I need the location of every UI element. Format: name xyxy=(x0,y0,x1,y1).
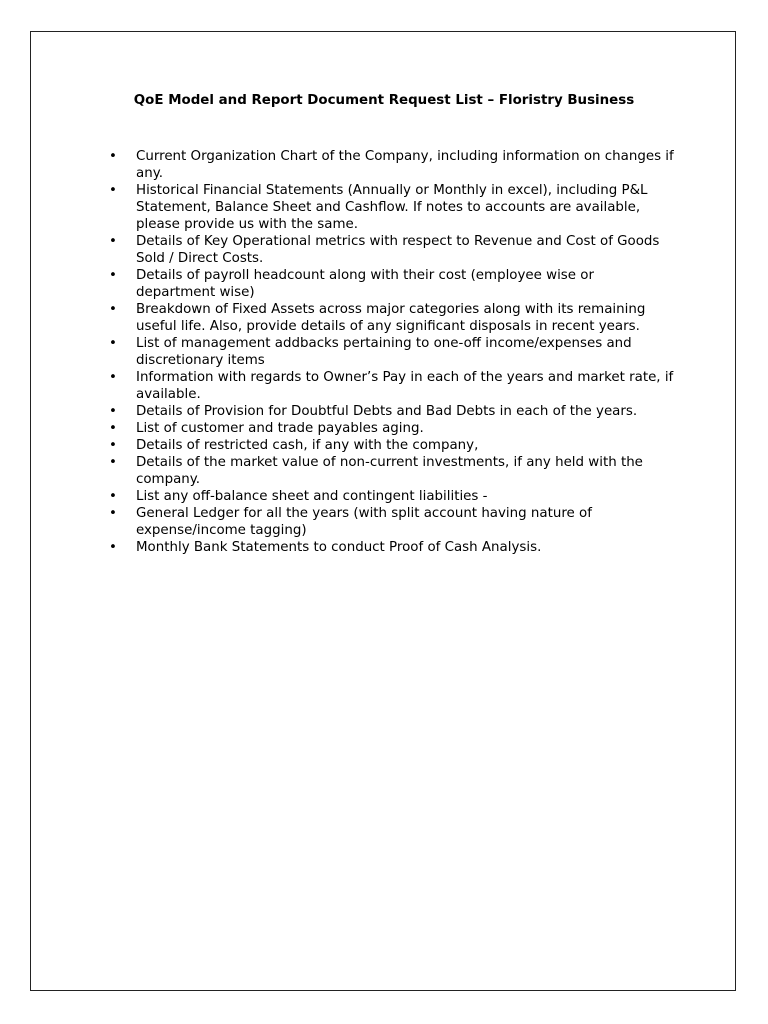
bullet-icon: • xyxy=(109,149,117,164)
bullet-icon: • xyxy=(109,506,117,521)
bullet-icon: • xyxy=(109,455,117,470)
list-item xyxy=(109,233,676,267)
list-item xyxy=(109,182,676,233)
bullet-icon: • xyxy=(109,302,117,317)
list-item-text: Details of the market value of non-current investments, if any held with the company. xyxy=(136,455,643,487)
list-item xyxy=(109,301,676,335)
list-item xyxy=(109,539,676,556)
document-page xyxy=(30,31,736,991)
bullet-icon: • xyxy=(109,438,117,453)
list-item-text: Details of Key Operational metrics with respect to Revenue and Cost of Goods Sold / Direct Costs. xyxy=(136,234,660,266)
list-item-text: Details of restricted cash, if any with the company, xyxy=(136,438,479,453)
list-item xyxy=(109,148,676,182)
bullet-icon: • xyxy=(109,370,117,385)
bullet-icon: • xyxy=(109,234,117,249)
list-item xyxy=(109,420,676,437)
bullet-icon: • xyxy=(109,404,117,419)
list-item-text: Breakdown of Fixed Assets across major categories along with its remaining useful life. Also, provide details of any significant disposals in recent years. xyxy=(136,302,646,334)
list-item xyxy=(109,267,676,301)
list-item xyxy=(109,437,676,454)
list-item-text: Details of Provision for Doubtful Debts and Bad Debts in each of the years. xyxy=(136,404,638,419)
list-item xyxy=(109,403,676,420)
bullet-icon: • xyxy=(109,540,117,555)
list-item xyxy=(109,369,676,403)
list-item-text: List of management addbacks pertaining to one-off income/expenses and discretionary items xyxy=(136,336,632,368)
list-item xyxy=(109,505,676,539)
document-title: QoE Model and Report Document Request List – Floristry Business xyxy=(133,93,635,108)
bullet-icon: • xyxy=(109,183,117,198)
list-item-text: List any off-balance sheet and contingent liabilities - xyxy=(136,489,488,504)
bullet-icon: • xyxy=(109,421,117,436)
list-item-text: Information with regards to Owner’s Pay in each of the years and market rate, if available. xyxy=(136,370,674,402)
bullet-icon: • xyxy=(109,268,117,283)
list-item-text: Monthly Bank Statements to conduct Proof of Cash Analysis. xyxy=(136,540,542,555)
request-list xyxy=(109,148,676,556)
list-item-text: Historical Financial Statements (Annually or Monthly in excel), including P&L Statement, Balance Sheet and Cashflow. If notes to accounts are available, please provide us with the same. xyxy=(136,183,648,232)
list-item xyxy=(109,488,676,505)
bullet-icon: • xyxy=(109,336,117,351)
list-item-text: Current Organization Chart of the Company, including information on changes if any. xyxy=(136,149,674,181)
list-item xyxy=(109,335,676,369)
bullet-icon: • xyxy=(109,489,117,504)
list-item-text: List of customer and trade payables aging. xyxy=(136,421,424,436)
list-item-text: General Ledger for all the years (with split account having nature of expense/income tagging) xyxy=(136,506,592,538)
list-item-text: Details of payroll headcount along with their cost (employee wise or department wise) xyxy=(136,268,594,300)
list-item xyxy=(109,454,676,488)
